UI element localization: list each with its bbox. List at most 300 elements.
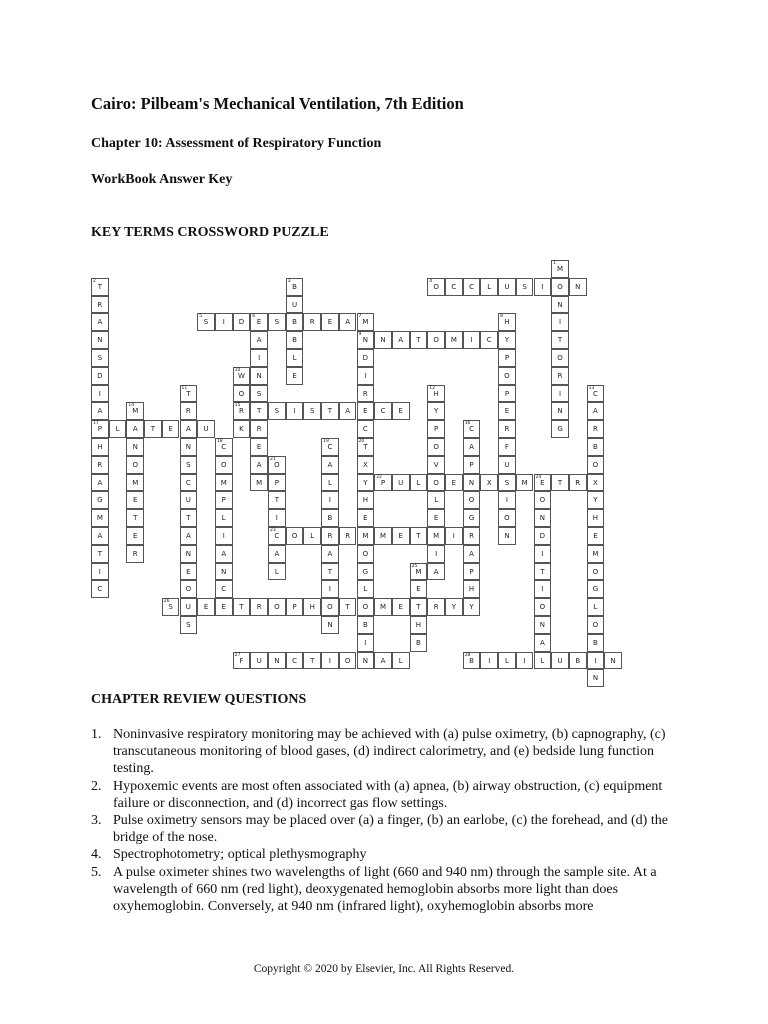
- crossword-cell: [427, 563, 445, 581]
- review-heading: CHAPTER REVIEW QUESTIONS: [91, 692, 307, 707]
- cell-letter: P: [434, 425, 439, 434]
- crossword-cell: [215, 580, 233, 598]
- clue-number: 25: [411, 563, 418, 569]
- cell-letter: B: [327, 514, 333, 523]
- clue-number: 17: [93, 421, 99, 427]
- crossword-cell: [357, 652, 375, 670]
- crossword-cell: [498, 385, 516, 403]
- crossword-cell: [233, 402, 251, 420]
- crossword-cell: [321, 491, 339, 509]
- cell-letter: L: [398, 656, 403, 665]
- cell-letter: E: [363, 407, 368, 416]
- cell-letter: L: [540, 656, 545, 665]
- crossword-cell: [180, 385, 198, 403]
- clue-number: 14: [128, 403, 135, 409]
- crossword-cell: [126, 474, 144, 492]
- crossword-cell: [357, 438, 375, 456]
- crossword-cell: [321, 456, 339, 474]
- cell-letter: A: [345, 407, 351, 416]
- cell-letter: E: [186, 567, 191, 576]
- cell-letter: L: [115, 425, 120, 434]
- cell-letter: A: [469, 549, 474, 558]
- crossword-cell: [286, 527, 304, 545]
- cell-letter: E: [256, 443, 262, 451]
- cell-letter: E: [363, 514, 368, 523]
- crossword-cell: [91, 474, 109, 492]
- clue-number: 26: [163, 599, 170, 605]
- crossword-cell: [180, 474, 198, 492]
- cell-letter: R: [593, 425, 598, 434]
- cell-letter: N: [468, 478, 475, 487]
- crossword-cell: [551, 278, 569, 296]
- crossword-cell: [463, 527, 481, 545]
- cell-letter: N: [256, 371, 262, 380]
- crossword-cell: [534, 598, 552, 616]
- crossword-cell: [374, 652, 392, 670]
- crossword-cell: [215, 509, 233, 527]
- cell-letter: N: [380, 336, 386, 345]
- cell-letter: O: [468, 496, 475, 505]
- cell-letter: N: [185, 549, 191, 558]
- cell-letter: Y: [593, 496, 598, 505]
- cell-letter: U: [291, 300, 298, 309]
- crossword-cell: [427, 402, 445, 420]
- cell-letter: T: [97, 282, 102, 291]
- crossword-cell: [268, 456, 286, 474]
- crossword-cell: [321, 474, 339, 492]
- crossword-cell: [463, 456, 481, 474]
- cell-letter: S: [504, 478, 510, 487]
- crossword-cell: [91, 580, 109, 598]
- crossword-cell: [498, 527, 516, 545]
- cell-letter: Y: [504, 336, 510, 345]
- crossword-cell: [445, 278, 463, 296]
- crossword-cell: [587, 456, 605, 474]
- crossword-cell: [534, 616, 552, 634]
- cell-letter: H: [415, 621, 422, 629]
- crossword-cell: [286, 278, 304, 296]
- crossword-cell: [374, 402, 392, 420]
- crossword-cell: [250, 598, 268, 616]
- cell-letter: A: [433, 567, 439, 576]
- crossword-cell: [410, 598, 428, 616]
- crossword-cell: [569, 652, 587, 670]
- cell-letter: I: [328, 585, 331, 594]
- crossword-cell: [587, 402, 605, 420]
- cell-letter: M: [96, 514, 103, 523]
- cell-letter: I: [470, 336, 473, 345]
- crossword-cell: [268, 545, 286, 563]
- crossword-cell: [250, 456, 268, 474]
- cell-letter: T: [133, 514, 138, 523]
- cell-letter: E: [451, 478, 457, 487]
- cell-letter: M: [132, 478, 139, 487]
- cell-letter: S: [186, 460, 191, 469]
- cell-letter: S: [97, 354, 103, 362]
- cell-letter: M: [450, 336, 457, 345]
- crossword-cell: [587, 580, 605, 598]
- crossword-cell: [445, 331, 463, 349]
- crossword-cell: [303, 652, 321, 670]
- crossword-cell: [534, 278, 552, 296]
- crossword-cell: [250, 367, 268, 385]
- crossword-cell: [392, 474, 410, 492]
- crossword-cell: [162, 420, 180, 438]
- cell-letter: E: [398, 532, 403, 540]
- crossword-cell: [268, 474, 286, 492]
- cell-letter: L: [434, 496, 439, 505]
- crossword-cell: [215, 438, 233, 456]
- clue-number: 11: [181, 385, 188, 391]
- crossword-cell: [551, 331, 569, 349]
- crossword-cell: [587, 438, 605, 456]
- crossword-cell: [410, 634, 428, 652]
- cell-letter: D: [362, 354, 369, 362]
- crossword-cell: [215, 313, 233, 331]
- crossword-cell: [321, 563, 339, 581]
- cell-letter: N: [557, 300, 563, 309]
- cell-letter: L: [221, 514, 226, 523]
- cell-letter: P: [380, 478, 386, 487]
- crossword-cell: [126, 420, 144, 438]
- crossword-cell: [498, 420, 516, 438]
- cell-letter: R: [345, 532, 351, 540]
- crossword-cell: [215, 456, 233, 474]
- cell-letter: N: [132, 443, 138, 451]
- crossword-cell: [268, 402, 286, 420]
- crossword-cell: [233, 420, 251, 438]
- crossword-cell: [357, 598, 375, 616]
- cell-letter: U: [557, 656, 563, 665]
- crossword-cell: [534, 580, 552, 598]
- crossword-cell: [250, 349, 268, 367]
- crossword-cell: [463, 331, 481, 349]
- cell-letter: A: [274, 549, 280, 558]
- crossword-cell: [303, 313, 321, 331]
- cell-letter: C: [486, 336, 492, 345]
- crossword-cell: [126, 545, 144, 563]
- cell-letter: U: [256, 656, 262, 665]
- crossword-cell: [91, 313, 109, 331]
- cell-letter: A: [327, 460, 333, 469]
- crossword-cell: [197, 313, 215, 331]
- cell-letter: O: [274, 603, 280, 612]
- cell-letter: O: [504, 514, 510, 523]
- cell-letter: L: [274, 567, 279, 576]
- clue-number: 22: [376, 474, 382, 480]
- crossword-cell: [569, 278, 587, 296]
- crossword-cell: [303, 598, 321, 616]
- crossword-cell: [587, 598, 605, 616]
- cell-letter: A: [345, 318, 351, 327]
- crossword-cell: [587, 509, 605, 527]
- question-text: Noninvasive respiratory monitoring may be achieved with (a) pulse oximetry, (b) capnography, (c) transcutaneous monitoring of blood gases, (d) indirect calorimetry, and (e) bedside lung function testing.: [113, 727, 666, 777]
- cell-letter: L: [487, 282, 492, 291]
- crossword-cell: [91, 420, 109, 438]
- cell-letter: H: [504, 318, 510, 327]
- cell-letter: R: [327, 532, 333, 540]
- crossword-cell: [357, 420, 375, 438]
- cell-letter: N: [362, 336, 368, 345]
- crossword-cell: [91, 438, 109, 456]
- crossword-cell: [126, 402, 144, 420]
- crossword-cell: [427, 474, 445, 492]
- cell-letter: Y: [451, 603, 456, 612]
- crossword-cell: [303, 402, 321, 420]
- crossword-cell: [339, 598, 357, 616]
- cell-letter: U: [398, 478, 404, 487]
- crossword-cell: [410, 563, 428, 581]
- crossword-cell: [250, 402, 268, 420]
- cell-letter: M: [380, 532, 387, 540]
- crossword-cell: [339, 527, 357, 545]
- clue-number: 4: [429, 278, 433, 284]
- cell-letter: C: [221, 443, 227, 451]
- cell-letter: I: [541, 585, 544, 594]
- crossword-cell: [587, 652, 605, 670]
- question-number: 3.: [91, 813, 102, 829]
- clue-number: 2: [93, 278, 96, 284]
- cell-letter: B: [416, 638, 421, 647]
- cell-letter: M: [415, 567, 422, 576]
- cell-letter: T: [186, 514, 191, 523]
- crossword-cell: [180, 545, 198, 563]
- crossword-cell: [534, 634, 552, 652]
- cell-letter: O: [592, 460, 599, 469]
- cell-letter: B: [292, 282, 297, 291]
- crossword-cell: [250, 331, 268, 349]
- cell-letter: F: [239, 656, 244, 665]
- crossword-cell: [463, 491, 481, 509]
- cell-letter: L: [292, 354, 297, 362]
- cell-letter: I: [222, 532, 225, 540]
- crossword-cell: [427, 331, 445, 349]
- cell-letter: I: [505, 496, 508, 505]
- cell-letter: A: [256, 336, 262, 345]
- cell-letter: C: [469, 425, 474, 434]
- crossword-cell: [427, 456, 445, 474]
- crossword-cell: [126, 438, 144, 456]
- crossword-cell: [321, 580, 339, 598]
- crossword-cell: [427, 527, 445, 545]
- clue-number: 20: [358, 439, 365, 444]
- cell-letter: O: [220, 460, 227, 469]
- cell-letter: R: [239, 407, 244, 416]
- cell-letter: T: [274, 496, 279, 505]
- cell-letter: E: [292, 371, 297, 380]
- cell-letter: P: [504, 389, 510, 398]
- cell-letter: C: [97, 585, 103, 594]
- crossword-cell: [463, 545, 481, 563]
- crossword-cell: [410, 331, 428, 349]
- crossword-cell: [286, 313, 304, 331]
- crossword-cell: [498, 331, 516, 349]
- crossword-cell: [357, 385, 375, 403]
- crossword-cell: [357, 616, 375, 634]
- crossword-cell: [321, 545, 339, 563]
- cell-letter: N: [557, 407, 563, 416]
- cell-letter: K: [239, 425, 244, 434]
- cell-letter: C: [292, 656, 297, 665]
- cell-letter: S: [256, 389, 262, 398]
- cell-letter: T: [416, 603, 421, 612]
- crossword-cell: [463, 652, 481, 670]
- crossword-cell: [480, 652, 498, 670]
- cell-letter: M: [557, 265, 564, 273]
- cell-letter: G: [592, 585, 599, 594]
- cell-letter: B: [362, 621, 368, 629]
- crossword-cell: [268, 491, 286, 509]
- crossword-cell: [427, 385, 445, 403]
- crossword-cell: [197, 420, 215, 438]
- crossword-cell: [463, 420, 481, 438]
- clue-number: 27: [234, 652, 241, 658]
- cell-letter: L: [327, 478, 332, 487]
- cell-letter: R: [256, 603, 262, 612]
- clue-number: 15: [234, 403, 241, 409]
- crossword-cell: [250, 313, 268, 331]
- crossword-cell: [357, 634, 375, 652]
- crossword-cell: [604, 652, 622, 670]
- crossword-cell: [374, 331, 392, 349]
- crossword-cell: [551, 652, 569, 670]
- crossword-cell: [498, 509, 516, 527]
- cell-letter: E: [327, 318, 333, 327]
- cell-letter: O: [185, 585, 192, 594]
- cell-letter: L: [416, 478, 421, 487]
- cell-letter: C: [274, 532, 280, 540]
- crossword-cell: [321, 616, 339, 634]
- clue-number: 24: [535, 474, 542, 480]
- clue-number: 9: [358, 332, 362, 338]
- crossword-cell: [410, 474, 428, 492]
- crossword-cell: [587, 474, 605, 492]
- crossword-cell: [91, 563, 109, 581]
- crossword-cell: [480, 474, 498, 492]
- crossword-cell: [569, 474, 587, 492]
- crossword-cell: [498, 367, 516, 385]
- cell-letter: I: [541, 282, 544, 291]
- cell-letter: N: [327, 621, 333, 629]
- crossword-cell: [215, 598, 233, 616]
- cell-letter: I: [488, 656, 491, 665]
- cell-letter: A: [469, 443, 474, 451]
- clue-number: 1: [553, 261, 557, 266]
- crossword-cell: [91, 296, 109, 314]
- clue-number: 12: [429, 385, 436, 391]
- crossword-cell: [91, 456, 109, 474]
- crossword-cell: [357, 545, 375, 563]
- crossword-cell: [410, 616, 428, 634]
- crossword-cell: [126, 527, 144, 545]
- cell-letter: O: [557, 354, 563, 362]
- cell-letter: E: [221, 603, 226, 612]
- cell-letter: I: [328, 496, 331, 505]
- crossword-cell: [233, 313, 251, 331]
- cell-letter: R: [132, 549, 138, 558]
- clue-number: 10: [234, 367, 241, 373]
- crossword-cell: [374, 474, 392, 492]
- cell-letter: O: [539, 603, 546, 612]
- cell-letter: D: [238, 318, 245, 327]
- clue-number: 21: [270, 456, 276, 462]
- crossword-cell: [109, 420, 127, 438]
- cell-letter: R: [362, 389, 368, 398]
- cell-letter: O: [132, 460, 138, 469]
- cell-letter: R: [575, 478, 581, 487]
- cell-letter: E: [504, 407, 510, 416]
- cell-letter: U: [203, 425, 209, 434]
- crossword-cell: [250, 420, 268, 438]
- cell-letter: H: [362, 496, 368, 505]
- cell-letter: H: [468, 585, 475, 594]
- clue-number: 5: [199, 314, 203, 320]
- crossword-cell: [286, 402, 304, 420]
- crossword-cell: [551, 385, 569, 403]
- cell-letter: B: [292, 336, 297, 345]
- crossword-cell: [250, 474, 268, 492]
- cell-letter: C: [469, 282, 474, 291]
- crossword-cell: [498, 491, 516, 509]
- crossword-cell: [321, 313, 339, 331]
- crossword-cell: [357, 313, 375, 331]
- crossword-cell: [286, 349, 304, 367]
- cell-letter: D: [539, 532, 546, 540]
- crossword-cell: [427, 420, 445, 438]
- crossword-cell: [250, 652, 268, 670]
- crossword-cell: [268, 598, 286, 616]
- crossword-cell: [357, 331, 375, 349]
- cell-letter: A: [539, 638, 545, 647]
- cell-letter: M: [380, 603, 387, 612]
- cell-letter: S: [168, 603, 173, 612]
- cell-letter: I: [435, 549, 438, 558]
- cell-letter: R: [97, 460, 103, 469]
- crossword-cell: [534, 527, 552, 545]
- cell-letter: R: [433, 603, 439, 612]
- cell-letter: T: [416, 336, 421, 345]
- crossword-cell: [268, 509, 286, 527]
- cell-letter: M: [433, 532, 440, 540]
- crossword-cell: [180, 402, 198, 420]
- crossword-cell: [162, 598, 180, 616]
- cell-letter: O: [592, 567, 599, 576]
- crossword-cell: [463, 474, 481, 492]
- cell-letter: R: [185, 407, 191, 416]
- cell-letter: T: [186, 389, 191, 398]
- cell-letter: M: [220, 478, 227, 487]
- review-question: [91, 778, 681, 812]
- cell-letter: W: [237, 371, 245, 380]
- crossword-cell: [587, 491, 605, 509]
- crossword-cell: [321, 527, 339, 545]
- cell-letter: S: [310, 407, 315, 416]
- crossword-cell: [180, 580, 198, 598]
- crossword-cell: [516, 652, 534, 670]
- crossword-cell: [498, 349, 516, 367]
- cell-letter: O: [274, 460, 280, 469]
- crossword-cell: [268, 313, 286, 331]
- clue-number: 3: [287, 278, 291, 284]
- cell-letter: A: [132, 425, 138, 434]
- cell-letter: G: [362, 567, 369, 576]
- crossword-cell: [587, 634, 605, 652]
- crossword-cell: [91, 509, 109, 527]
- crossword-cell: [91, 349, 109, 367]
- cell-letter: H: [309, 603, 315, 612]
- cell-letter: P: [504, 354, 510, 362]
- cell-letter: O: [344, 656, 351, 665]
